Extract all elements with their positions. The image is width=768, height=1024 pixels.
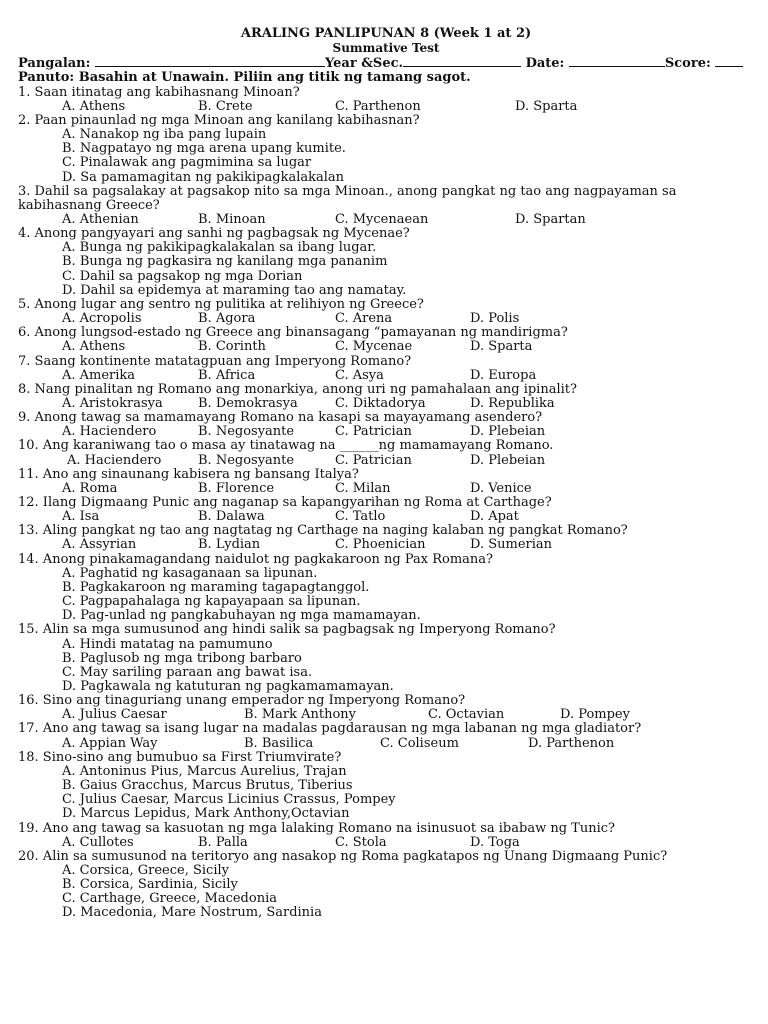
- answer-option[interactable]: B. Negosyante: [198, 424, 295, 440]
- answer-option[interactable]: B. Crete: [198, 98, 253, 114]
- answer-option[interactable]: B. Paglusob ng mga tribong barbaro: [62, 650, 302, 666]
- answer-option[interactable]: B. Nagpatayo ng mga arena upang kumite.: [62, 141, 346, 157]
- answer-option[interactable]: D. Spartan: [515, 212, 586, 228]
- question-text: 5. Anong lugar ang sentro ng pulitika at relihiyon ng Greece?: [18, 296, 424, 312]
- answer-option[interactable]: C. Pagpapahalaga ng kapayapaan sa lipunan.: [62, 594, 361, 610]
- answer-option[interactable]: A. Athens: [62, 339, 126, 355]
- directions: Panuto: Basahin at Unawain. Piliin ang titik ng tamang sagot.: [18, 70, 471, 86]
- answer-options-row: [18, 482, 754, 496]
- answer-options-row: [18, 312, 754, 326]
- question-item: [18, 86, 754, 114]
- score-blank[interactable]: [715, 55, 743, 67]
- answer-options-row: [18, 369, 754, 383]
- test-subtitle: Summative Test: [332, 41, 440, 56]
- answer-options-row: [18, 100, 754, 114]
- question-item: [18, 822, 754, 850]
- answer-option[interactable]: D. Sparta: [515, 98, 578, 114]
- answer-option[interactable]: A. Cullotes: [62, 834, 134, 850]
- question-item: [18, 524, 754, 552]
- answer-option[interactable]: D. Plebeian: [470, 424, 546, 440]
- answer-options-row: [18, 737, 754, 751]
- answer-option[interactable]: A. Isa: [62, 509, 100, 525]
- answer-option[interactable]: B. Basilica: [244, 735, 314, 751]
- question-item: [18, 114, 754, 185]
- answer-option[interactable]: C. Patrician: [335, 452, 412, 468]
- answer-option[interactable]: D. Republika: [470, 395, 555, 411]
- answer-option[interactable]: D. Macedonia, Mare Nostrum, Sardinia: [62, 905, 322, 921]
- student-info-line: [18, 55, 754, 71]
- question-item: [18, 496, 754, 524]
- question-text: 2. Paan pinaunlad ng mga Minoan ang kanilang kabihasnan?: [18, 112, 420, 128]
- answer-options-row: [18, 340, 754, 354]
- answer-option[interactable]: C. Stola: [335, 834, 387, 850]
- answer-option[interactable]: B. Lydian: [198, 537, 261, 553]
- answer-option[interactable]: C. Octavian: [428, 707, 505, 723]
- question-item: [18, 355, 754, 383]
- question-text: 14. Anong pinakamagandang naidulot ng pagkakaroon ng Pax Romana?: [18, 551, 494, 567]
- answer-option[interactable]: D. Pag-unlad ng pangkabuhayan ng mga mamamayan.: [62, 608, 421, 624]
- answer-options-row: [18, 397, 754, 411]
- answer-options-row: [18, 708, 754, 722]
- answer-option[interactable]: D. Polis: [470, 311, 520, 327]
- answer-option[interactable]: D. Europa: [470, 367, 537, 383]
- answer-option[interactable]: D. Dahil sa epidemya at maraming tao ang namatay.: [62, 282, 407, 298]
- question-text: 12. Ilang Digmaang Punic ang naganap sa kapangyarihan ng Roma at Carthage?: [18, 495, 552, 511]
- year-label: Year &Sec.: [324, 56, 404, 72]
- answer-options-row: [18, 454, 754, 468]
- answer-option[interactable]: D. Plebeian: [470, 452, 546, 468]
- answer-option[interactable]: B. Corsica, Sardinia, Sicily: [62, 877, 238, 893]
- answer-options-row: [18, 510, 754, 524]
- answer-option[interactable]: C. Dahil sa pagsakop ng mga Dorian: [62, 268, 303, 284]
- question-item: [18, 227, 754, 298]
- question-text: 19. Ano ang tawag sa kasuotan ng mga lalaking Romano na isinusuot sa ibabaw ng Tunic?: [18, 820, 615, 836]
- answer-option[interactable]: B. Bunga ng pagkasira ng kanilang mga pananim: [62, 254, 388, 270]
- question-text: 16. Sino ang tinaguriang unang emperador ng Imperyong Romano?: [18, 693, 466, 709]
- answer-option[interactable]: A. Julius Caesar: [62, 707, 167, 723]
- question-item: [18, 850, 754, 921]
- answer-option[interactable]: C. Asya: [335, 367, 384, 383]
- question-text: 9. Anong tawag sa mamamayang Romano na kasapi sa mayayamang asendero?: [18, 410, 543, 426]
- answer-option[interactable]: A. Haciendero: [67, 452, 162, 468]
- answer-option[interactable]: A. Haciendero: [62, 424, 157, 440]
- answer-option[interactable]: D. Parthenon: [528, 735, 615, 751]
- test-page: [18, 27, 754, 921]
- answer-option[interactable]: A. Athenian: [62, 212, 139, 228]
- question-item: [18, 411, 754, 439]
- answer-option[interactable]: B. Gaius Gracchus, Marcus Brutus, Tiberius: [62, 778, 353, 794]
- answer-option[interactable]: B. Pagkakaroon ng maraming tagapagtanggol.: [62, 579, 370, 595]
- name-label: Pangalan:: [18, 56, 91, 72]
- answer-option[interactable]: D. Toga: [470, 834, 520, 850]
- answer-option[interactable]: A. Bunga ng pakikipagkalakalan sa ibang lugar.: [62, 240, 377, 256]
- question-text: 15. Alin sa mga sumusunod ang hindi salik sa pagbagsak ng Imperyong Romano?: [18, 622, 556, 638]
- answer-option[interactable]: D. Sa pamamagitan ng pakikipagkalakalan: [62, 169, 345, 185]
- test-title: ARALING PANLIPUNAN 8 (Week 1 at 2): [240, 26, 532, 41]
- answer-option[interactable]: B. Florence: [198, 480, 275, 496]
- date-blank[interactable]: [569, 55, 665, 67]
- answer-option[interactable]: C. Tatlo: [335, 509, 386, 525]
- answer-option[interactable]: A. Acropolis: [62, 311, 142, 327]
- question-text: 10. Ang karaniwang tao o masa ay tinatawag na ______ng mamamayang Romano.: [18, 438, 554, 454]
- answer-option[interactable]: B. Dalawa: [198, 509, 265, 525]
- answer-options-row: [18, 538, 754, 552]
- answer-option[interactable]: C. Julius Caesar, Marcus Licinius Crassus, Pompey: [62, 792, 396, 808]
- answer-option[interactable]: B. Minoan: [198, 212, 266, 228]
- question-text: 7. Saang kontinente matatagpuan ang Imperyong Romano?: [18, 353, 412, 369]
- answer-option[interactable]: A. Antoninus Pius, Marcus Aurelius, Trajan: [62, 763, 347, 779]
- answer-option[interactable]: C. Mycenaean: [335, 212, 429, 228]
- answer-option[interactable]: D. Pagkawala ng katuturan ng pagkamamamayan.: [62, 679, 394, 695]
- answer-option[interactable]: D. Sparta: [470, 339, 533, 355]
- answer-option[interactable]: D. Pompey: [560, 707, 630, 723]
- question-text: 18. Sino-sino ang bumubuo sa First Triumvirate?: [18, 749, 342, 765]
- question-text: 4. Anong pangyayari ang sanhi ng pagbagsak ng Mycenae?: [18, 226, 410, 242]
- answer-option[interactable]: D. Venice: [470, 480, 532, 496]
- answer-option[interactable]: C. Arena: [335, 311, 393, 327]
- question-text: 17. Ano ang tawag sa isang lugar na madalas pagdarausan ng mga labanan ng mga gladiator?: [18, 721, 642, 737]
- answer-option[interactable]: C. Milan: [335, 480, 391, 496]
- answer-options-row: [18, 425, 754, 439]
- question-list: [18, 86, 754, 921]
- answer-option[interactable]: C. May sariling paraan ang bawat isa.: [62, 664, 313, 680]
- question-text-continued: kabihasnang Greece?: [18, 197, 160, 213]
- answer-option[interactable]: C. Mycenae: [335, 339, 413, 355]
- question-text: 6. Anong lungsod-estado ng Greece ang binansagang “pamayanan ng mandirigma?: [18, 325, 568, 341]
- question-item: [18, 623, 754, 694]
- answer-option[interactable]: C. Patrician: [335, 424, 412, 440]
- answer-option[interactable]: C. Carthage, Greece, Macedonia: [62, 891, 277, 907]
- question-item: [18, 751, 754, 822]
- question-text: 8. Nang pinalitan ng Romano ang monarkiya, anong uri ng pamahalaan ang ipinalit?: [18, 381, 577, 397]
- question-item: [18, 694, 754, 722]
- question-item: [18, 722, 754, 750]
- question-item: [18, 468, 754, 496]
- answer-option[interactable]: A. Corsica, Greece, Sicily: [62, 863, 229, 878]
- answer-option[interactable]: B. Corinth: [198, 339, 266, 355]
- score-label: Score:: [664, 56, 711, 72]
- answer-option[interactable]: A. Amerika: [62, 367, 136, 383]
- answer-option[interactable]: A. Aristokrasya: [62, 395, 163, 411]
- answer-option[interactable]: C. Phoenician: [335, 537, 426, 553]
- answer-options-row: [18, 213, 754, 227]
- question-item: [18, 439, 754, 467]
- date-label: Date:: [525, 56, 565, 72]
- answer-option[interactable]: A. Nanakop ng iba pang lupain: [62, 127, 267, 143]
- answer-option[interactable]: D. Sumerian: [470, 537, 553, 553]
- question-text: 11. Ano ang sinaunang kabisera ng bansang Italya?: [18, 466, 359, 482]
- answer-option[interactable]: C. Diktadorya: [335, 395, 426, 411]
- question-item: [18, 298, 754, 326]
- answer-option[interactable]: A. Athens: [62, 98, 126, 114]
- year-blank[interactable]: [403, 55, 521, 67]
- question-item: [18, 553, 754, 624]
- answer-options-row: [18, 836, 754, 850]
- answer-option[interactable]: A. Roma: [62, 480, 118, 496]
- answer-option[interactable]: A. Hindi matatag na pamumuno: [62, 636, 273, 652]
- question-item: [18, 383, 754, 411]
- question-text: 3. Dahil sa pagsalakay at pagsakop nito sa mga Minoan., anong pangkat ng tao ang nagpayaman sa: [18, 183, 677, 199]
- answer-option[interactable]: C. Parthenon: [335, 98, 421, 114]
- answer-option[interactable]: C. Pinalawak ang pagmimina sa lugar: [62, 155, 312, 171]
- answer-option[interactable]: B. Mark Anthony: [244, 707, 357, 723]
- answer-option[interactable]: A. Assyrian: [62, 537, 137, 553]
- question-text: 20. Alin sa sumusunod na teritoryo ang nasakop ng Roma pagkatapos ng Unang Digmaang Punic?: [18, 848, 668, 864]
- answer-option[interactable]: A. Paghatid ng kasaganaan sa lipunan.: [62, 565, 318, 581]
- answer-option[interactable]: B. Demokrasya: [198, 395, 298, 411]
- answer-option[interactable]: B. Africa: [198, 367, 256, 383]
- answer-option[interactable]: D. Apat: [470, 509, 519, 525]
- question-text: 1. Saan itinatag ang kabihasnang Minoan?: [18, 84, 300, 100]
- answer-option[interactable]: B. Agora: [198, 311, 256, 327]
- name-blank[interactable]: [95, 55, 325, 67]
- answer-option[interactable]: B. Palla: [198, 834, 248, 850]
- answer-option[interactable]: D. Marcus Lepidus, Mark Anthony,Octavian: [62, 806, 350, 822]
- answer-option[interactable]: B. Negosyante: [198, 452, 295, 468]
- question-item: [18, 326, 754, 354]
- question-text: 13. Aling pangkat ng tao ang nagtatag ng Carthage na naging kalaban ng pangkat Romano?: [18, 523, 628, 539]
- answer-option[interactable]: A. Appian Way: [62, 735, 158, 751]
- answer-option[interactable]: C. Coliseum: [380, 735, 459, 751]
- question-item: [18, 185, 754, 227]
